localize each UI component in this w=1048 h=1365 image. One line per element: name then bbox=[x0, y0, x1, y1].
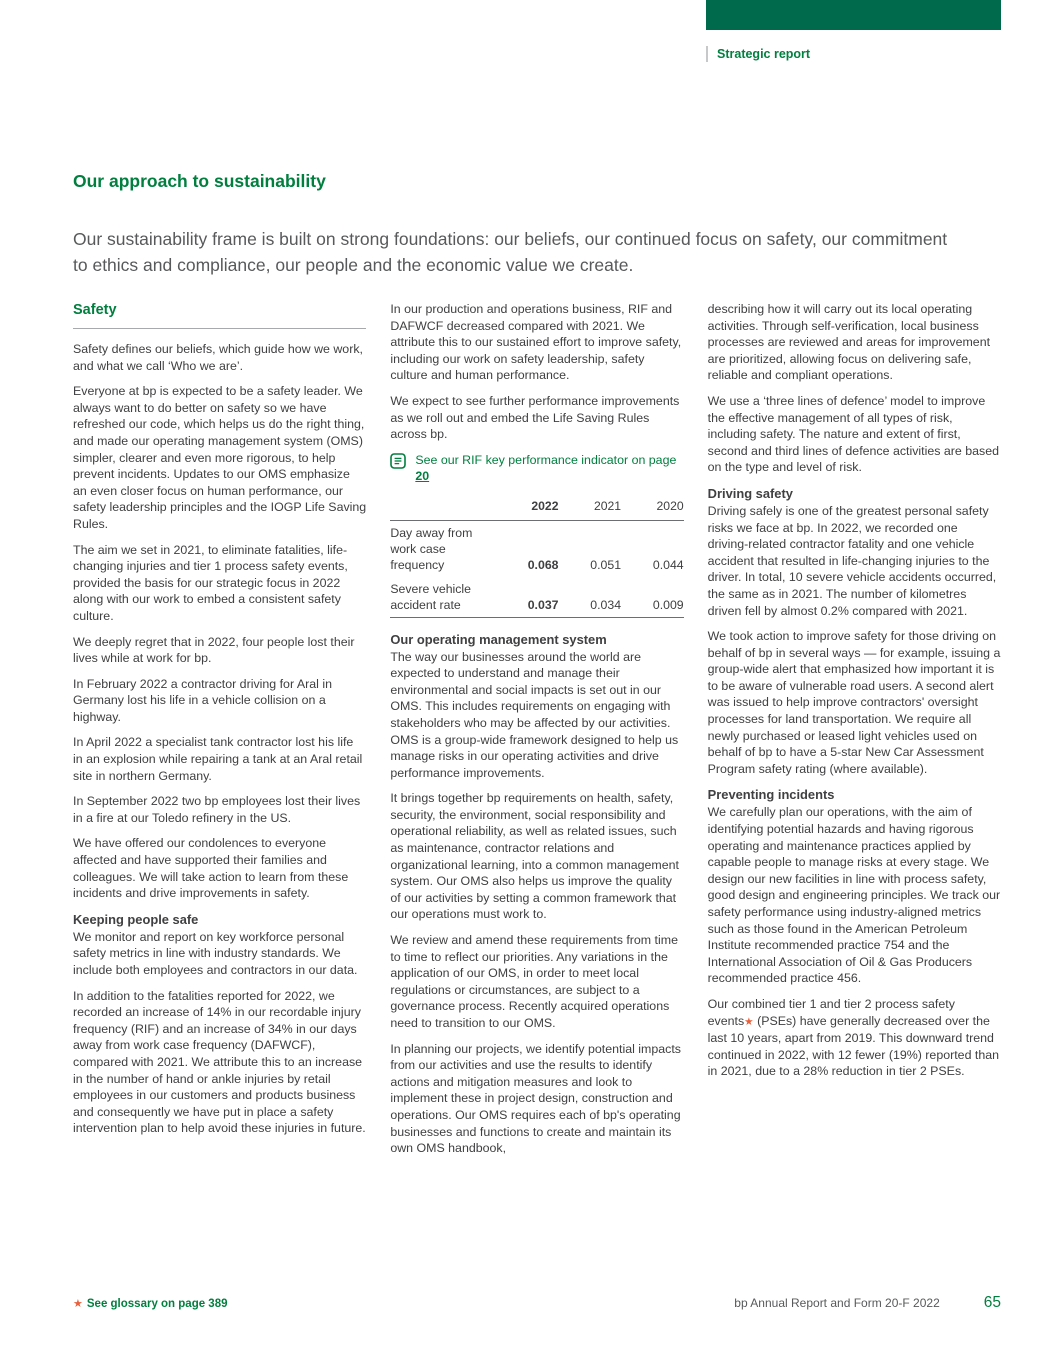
row-value: 0.068 bbox=[527, 557, 559, 572]
section-label-text: Strategic report bbox=[717, 47, 811, 61]
table-header-row bbox=[390, 496, 683, 520]
section-label bbox=[706, 46, 810, 62]
kpi-reference-text: See our RIF key performance indicator on page 20 bbox=[415, 452, 677, 484]
table-row bbox=[390, 577, 683, 618]
table-row bbox=[390, 520, 683, 577]
subheading: Driving safety bbox=[707, 485, 793, 501]
footer-right bbox=[734, 1294, 1001, 1312]
page-title: Our approach to sustainability bbox=[73, 171, 326, 191]
paragraph: In addition to the fatalities reported for 2022, we recorded an increase of 14% in our recordable injury frequency (RIF) and an increase of 34% in our days away from work case frequency (DAFWCF), compared with 2021. We attribute this to an increase in the number of hand or ankle injuries by retail employees in our customers and products business and consequently we have put in place a safety intervention plan to help avoid these injuries in future. bbox=[73, 988, 366, 1136]
paragraph: Everyone at bp is expected to be a safety leader. We always want to do better on safety so we have refreshed our code, which helps us do the right thing, and made our operating management system (OMS) simpler, clearer and even more rigorous, to help prevent incidents. Updates to our OMS emphasize an even closer focus on human performance, our safety leadership principles and the IOGP Life Saving Rules. bbox=[73, 384, 367, 531]
paragraph bbox=[708, 996, 1001, 1080]
table-header-empty bbox=[390, 496, 496, 520]
kpi-reference-link[interactable] bbox=[390, 452, 683, 485]
paragraph: We carefully plan our operations, with the aim of identifying potential hazards and having rigorous operating and maintenance practices applied by capable people to manage risks at every stage. We design our new facilities in line with process safety, good design and engineering principles. We track our safety performance using industry-aligned metrics such as those found in the American Petroleum Institute recommended practice 754 and the International Association of Oil & Gas Producers recommended practice 456. bbox=[707, 805, 1001, 986]
row-value: 0.051 bbox=[590, 557, 622, 572]
paragraph: It brings together bp requirements on health, safety, security, the environment, social responsibility and operational reliability, as well as related issues, such as maintenance, contractor relations and organizational learning, into a common management system. Our OMS also helps us improve the quality of our activities by setting a common framework that our operations must work to. bbox=[390, 791, 679, 922]
section-color-bar bbox=[706, 0, 1001, 30]
intro-text: Our sustainability frame is built on strong foundations: our beliefs, our continued focus on safety, our commitment to ethics and compliance, our people and the economic value we create. bbox=[73, 229, 948, 275]
subheading: Keeping people safe bbox=[73, 911, 199, 927]
paragraph-text: Our combined tier 1 and tier 2 process safety events bbox=[707, 996, 955, 1028]
column-2 bbox=[390, 301, 683, 1166]
paragraph: We have offered our condolences to everyone affected and have supported their families and colleagues. We will take action to learn from these incidents and drive improvements in safety. bbox=[73, 836, 349, 901]
paragraph: describing how it will carry out its local operating activities. Through self-verification, local business processes are reviewed and areas for improvement are prioritized, allowing focus on delivering safe, reliable and compliant operations. bbox=[707, 302, 991, 383]
subheading: Our operating management system bbox=[390, 631, 607, 647]
paragraph: The aim we set in 2021, to eliminate fatalities, life-changing injuries and tier 1 process safety events, provided the basis for our strategic focus in 2022 along with our work to embed a consistent safety culture. bbox=[73, 542, 348, 623]
paragraph: Driving safely is one of the greatest personal safety risks we face at bp. In 2022, we recorded one driving-related contractor fatality and one vehicle accident that resulted in life-changing injuries to the driver. In total, 10 severe vehicle accidents occurred, the same as in 2021. The number of kilometres driven fell by almost 0.2% compared with 2021. bbox=[707, 503, 997, 618]
glossary-star-icon: ★ bbox=[744, 1015, 754, 1028]
columns bbox=[73, 301, 1001, 1166]
table-header-year: 2021 bbox=[559, 496, 622, 520]
glossary-link[interactable] bbox=[73, 1297, 228, 1310]
column-1 bbox=[73, 301, 366, 1166]
table-header-year: 2020 bbox=[621, 496, 684, 520]
paragraph: We review and amend these requirements from time to time to reflect our priorities. Any variations in the application of our OMS, in order to meet local regulations or circumstances, are subject to a governance process. Recently acquired operations need to transition to our OMS. bbox=[390, 933, 678, 1030]
column-3 bbox=[708, 301, 1001, 1166]
paragraph: Safety defines our beliefs, which guide how we work, and what we call ‘Who we are’. bbox=[73, 342, 363, 373]
report-name: bp Annual Report and Form 20-F 2022 bbox=[734, 1296, 940, 1310]
table-header-year: 2022 bbox=[496, 496, 559, 520]
paragraph: We took action to improve safety for those driving on behalf of bp in several ways — for example, issuing a group-wide alert that emphasized how important it is to be aware of vulnerable road users. A second alert was issued to help improve contractors' oversight processes for land transportation. We require all newly purchased or leased light vehicles used on behalf of bp to have a 5-star New Car Assessment Program safety rating (where available). bbox=[707, 629, 1001, 776]
page-ref-link[interactable]: 20 bbox=[415, 469, 430, 484]
safety-metrics-table bbox=[390, 496, 683, 618]
row-label: Day away from work case frequency bbox=[390, 525, 473, 572]
paragraph-text: (PSEs) have generally decreased over the last 10 years, apart from 2019. This downward trend continued in 2022, with 12 fewer (19%) reported than in 2021, due to a 28% reduction in tier 2 PSEs. bbox=[707, 1013, 1000, 1079]
paragraph: In September 2022 two bp employees lost their lives in a fire at our Toledo refinery in the US. bbox=[73, 794, 361, 825]
section-heading: Safety bbox=[73, 301, 366, 329]
paragraph: In our production and operations business, RIF and DAFWCF decreased compared with 2021. We attribute this to our sustained effort to improve safety, including our work on safety leadership, safety culture and human performance. bbox=[390, 302, 682, 383]
paragraph: In planning our projects, we identify potential impacts from our activities and use the results to identify actions and mitigation measures and look to implement these in project design, construction and operations. Our OMS requires each of bp's operating businesses and functions to create and maintain its own OMS handbook, bbox=[390, 1041, 681, 1156]
paragraph: We use a ‘three lines of defence’ model to improve the effective management of all types of risk, including safety. The nature and extent of first, second and third lines of defence activities are based on the type and level of risk. bbox=[707, 393, 1000, 475]
row-value: 0.009 bbox=[621, 577, 684, 618]
row-value: 0.034 bbox=[559, 577, 622, 618]
paragraph: In February 2022 a contractor driving for Aral in Germany lost his life in a vehicle collision on a highway. bbox=[73, 676, 332, 724]
page-footer bbox=[73, 1294, 1001, 1312]
row-value: 0.037 bbox=[496, 577, 559, 618]
row-value: 0.044 bbox=[652, 557, 684, 572]
paragraph: The way our businesses around the world are expected to understand and manage their environmental and social impacts is set out in our OMS. This includes requirements on engaging with stakeholders who may be affected by our activities. OMS is a group-wide framework designed to help us manage risks in our operating activities and drive performance improvements. bbox=[390, 649, 679, 780]
subheading: Preventing incidents bbox=[707, 787, 835, 803]
paragraph: In April 2022 a specialist tank contractor lost his life in an explosion while repairing a tank at an Aral retail site in northern Germany. bbox=[73, 735, 363, 783]
row-label: Severe vehicle accident rate bbox=[390, 577, 496, 618]
paragraph: We monitor and report on key workforce personal safety metrics in line with industry standards. We include both employees and contractors in our data. bbox=[73, 929, 358, 977]
document-icon bbox=[390, 453, 406, 469]
glossary-link-text: See glossary on page 389 bbox=[86, 1298, 228, 1310]
glossary-star-icon: ★ bbox=[73, 1298, 83, 1310]
page-number: 65 bbox=[983, 1294, 1001, 1311]
paragraph: We deeply regret that in 2022, four people lost their lives while at work for bp. bbox=[73, 634, 355, 666]
paragraph: We expect to see further performance improvements as we roll out and embed the Life Saving Rules across bp. bbox=[390, 393, 680, 442]
